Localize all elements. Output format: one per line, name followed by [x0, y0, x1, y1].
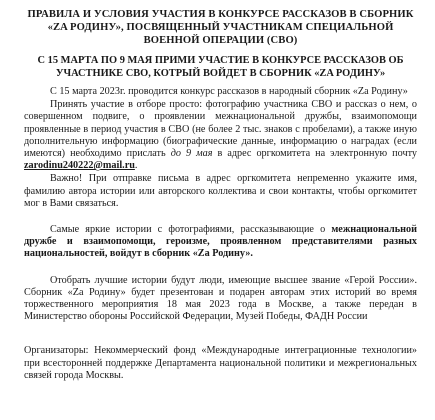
- stories-text: Самые яркие истории с фотографиями, рассказывающие о: [50, 224, 332, 236]
- document-title: ПРАВИЛА И УСЛОВИЯ УЧАСТИЯ В КОНКУРСЕ РАССКАЗОВ В СБОРНИК «ZA РОДИНУ», ПОСВЯЩЕННЫЙ УЧАСТНИКАМ СПЕЦИАЛЬНОЙ ВОЕННОЙ ОПЕРАЦИИ (СВО): [27, 9, 414, 46]
- participation-text-3: .: [134, 160, 138, 172]
- stories-paragraph: [24, 224, 417, 261]
- deadline-text: до 9 мая: [170, 148, 213, 160]
- participation-text-2: в адрес оргкомитета на электронную почту: [212, 148, 417, 160]
- participation-text-1: Принять участие в отборе просто: фотографию участника СВО и рассказ о нем, о совершенном подвиге, о проявлении межнациональной дружбы, взаимопомощи проявленные в период участия в СВО (не более 2 тыс. знаков с пробелами), а также иную дополнительную информацию (биографические данные, информацию о наградах (если имеются) необходимо прислать: [24, 99, 417, 160]
- stories-bold-text: межнациональной дружбе и взаимопомощи, героизме, проявленном представителями разных национальностей, войдут в сборник «Za Родину».: [24, 224, 417, 260]
- important-paragraph: Важно! При отправке письма в адрес оргкомитета непременно укажите имя, фамилию автора истории или авторского коллектива и свои контакты, чтобы оргкомитет мог в Вами связаться.: [24, 173, 417, 209]
- participation-paragraph: [24, 99, 417, 172]
- email-link[interactable]: zarodinu240222@mail.ru: [24, 160, 135, 172]
- intro-paragraph: С 15 марта 2023г. проводится конкурс рассказов в народный сборник «Za Родину»: [50, 86, 408, 97]
- document-subtitle: С 15 МАРТА ПО 9 МАЯ ПРИМИ УЧАСТИЕ В КОНКУРСЕ РАССКАЗОВ ОБ УЧАСТНИКЕ СВО, КОТРЫЙ ВОЙДЕТ В СБОРНИК «ZA РОДИНУ»: [37, 55, 404, 79]
- selection-paragraph: Отобрать лучшие истории будут люди, имеющие высшее звание «Герой России». Сборник «Za Родину» будет презентован и подарен авторам этих историй во время торжественного мероприятия 18 мая 2023 года в Москве, а также передан в Министерство обороны Российской Федерации, Музей Победы, ФАДН России: [24, 274, 417, 323]
- organizers-paragraph: Организаторы: Некоммерческий фонд «Международные интеграционные технологии» при всесторонней поддержке Департамента национальной политики и межрегиональных связей города Москвы.: [24, 345, 417, 381]
